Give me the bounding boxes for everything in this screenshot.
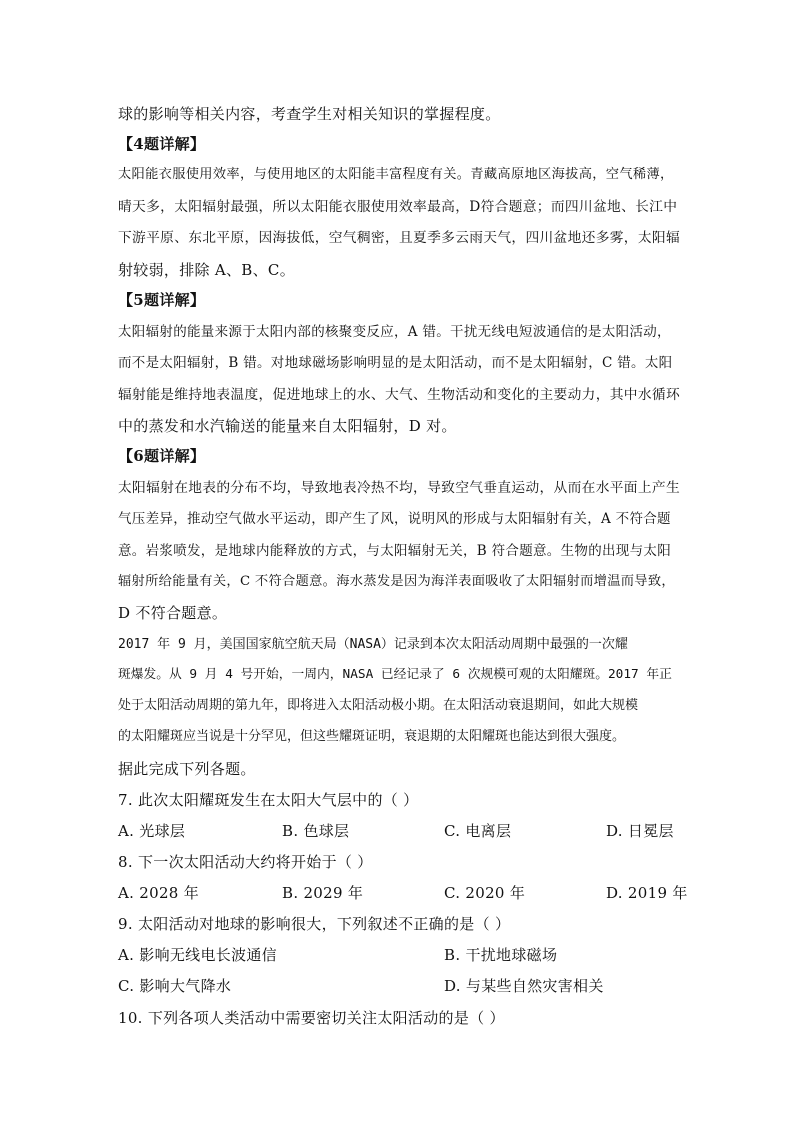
question-9-stem: 9. 太阳活动对地球的影响很大，下列叙述不正确的是（ ） [118, 915, 511, 933]
q8-option-d: D. 2019 年 [606, 884, 688, 902]
q6-text-line: 太阳辐射在地表的分布不均，导致地表冷热不均，导致空气垂直运动，从而在水平面上产生 [118, 480, 681, 496]
q7-option-b: B. 色球层 [282, 822, 350, 840]
q4-text-line: 下游平原、东北平原，因海拔低，空气稠密，且夏季多云雨天气，四川盆地还多雾，太阳辐 [118, 230, 681, 246]
q6-text-line: 气压差异，推动空气做水平运动，即产生了风，说明风的形成与太阳辐射有关，A 不符合题 [118, 511, 671, 527]
q8-option-c: C. 2020 年 [444, 884, 526, 902]
q4-heading: 【4题详解】 [118, 135, 206, 153]
q8-option-b: B. 2029 年 [282, 884, 364, 902]
q7-option-d: D. 日冕层 [606, 822, 674, 840]
passage-line: 斑爆发。从 9 月 4 号开始，一周内，NASA 已经记录了 6 次规模可观的太阳耀斑。2017 年正 [118, 667, 672, 682]
question-10-stem: 10. 下列各项人类活动中需要密切关注太阳活动的是（ ） [118, 1009, 505, 1027]
q9-option-b: B. 干扰地球磁场 [444, 946, 558, 964]
q9-option-a: A. 影响无线电长波通信 [118, 946, 277, 964]
passage-line: 的太阳耀斑应当说是十分罕见，但这些耀斑证明，衰退期的太阳耀斑也能达到很大强度。 [118, 729, 626, 744]
passage-line: 2017 年 9 月，美国国家航空航天局（NASA）记录到本次太阳活动周期中最强的一次耀 [118, 637, 628, 652]
q9-option-c: C. 影响大气降水 [118, 977, 232, 995]
q6-heading: 【6题详解】 [118, 447, 206, 465]
passage-line: 处于太阳活动周期的第九年，即将进入太阳活动极小期。在太阳活动衰退期间，如此大规模 [118, 698, 639, 713]
q5-heading: 【5题详解】 [118, 291, 206, 309]
q5-text-line: 太阳辐射的能量来源于太阳内部的核聚变反应，A 错。干扰无线电短波通信的是太阳活动， [118, 324, 671, 340]
intro-line: 球的影响等相关内容，考查学生对相关知识的掌握程度。 [118, 105, 501, 123]
q4-text-line: 晴天多，太阳辐射最强，所以太阳能衣服使用效率最高，D符合题意；而四川盆地、长江中 [118, 199, 678, 215]
q7-option-c: C. 电离层 [444, 822, 512, 840]
q6-text-line: 意。岩浆喷发，是地球内能释放的方式，与太阳辐射无关，B 符合题意。生物的出现与太阳 [118, 543, 672, 559]
q4-text-line: 射较弱，排除 A、B、C。 [118, 261, 296, 279]
q5-text-line: 而不是太阳辐射，B 错。对地球磁场影响明显的是太阳活动，而不是太阳辐射，C 错。太阳 [118, 355, 673, 371]
q9-option-d: D. 与某些自然灾害相关 [444, 977, 604, 995]
q5-text-line: 辐射能是维持地表温度，促进地球上的水、大气、生物活动和变化的主要动力，其中水循环 [118, 387, 681, 403]
q4-text-line: 太阳能衣服使用效率，与使用地区的太阳能丰富程度有关。青藏高原地区海拔高，空气稀薄， [118, 167, 674, 182]
passage-instruction: 据此完成下列各题。 [118, 760, 256, 778]
q6-text-line: 辐射所给能量有关，C 不符合题意。海水蒸发是因为海洋表面吸收了太阳辐射而增温而导致， [118, 574, 675, 589]
q6-text-line: D 不符合题意。 [118, 604, 228, 622]
question-7-stem: 7. 此次太阳耀斑发生在太阳大气层中的（ ） [118, 791, 419, 809]
q8-option-a: A. 2028 年 [118, 884, 200, 902]
q7-option-a: A. 光球层 [118, 822, 186, 840]
question-8-stem: 8. 下一次太阳活动大约将开始于（ ） [118, 853, 373, 871]
q5-text-line: 中的蒸发和水汽输送的能量来自太阳辐射，D 对。 [118, 417, 457, 435]
